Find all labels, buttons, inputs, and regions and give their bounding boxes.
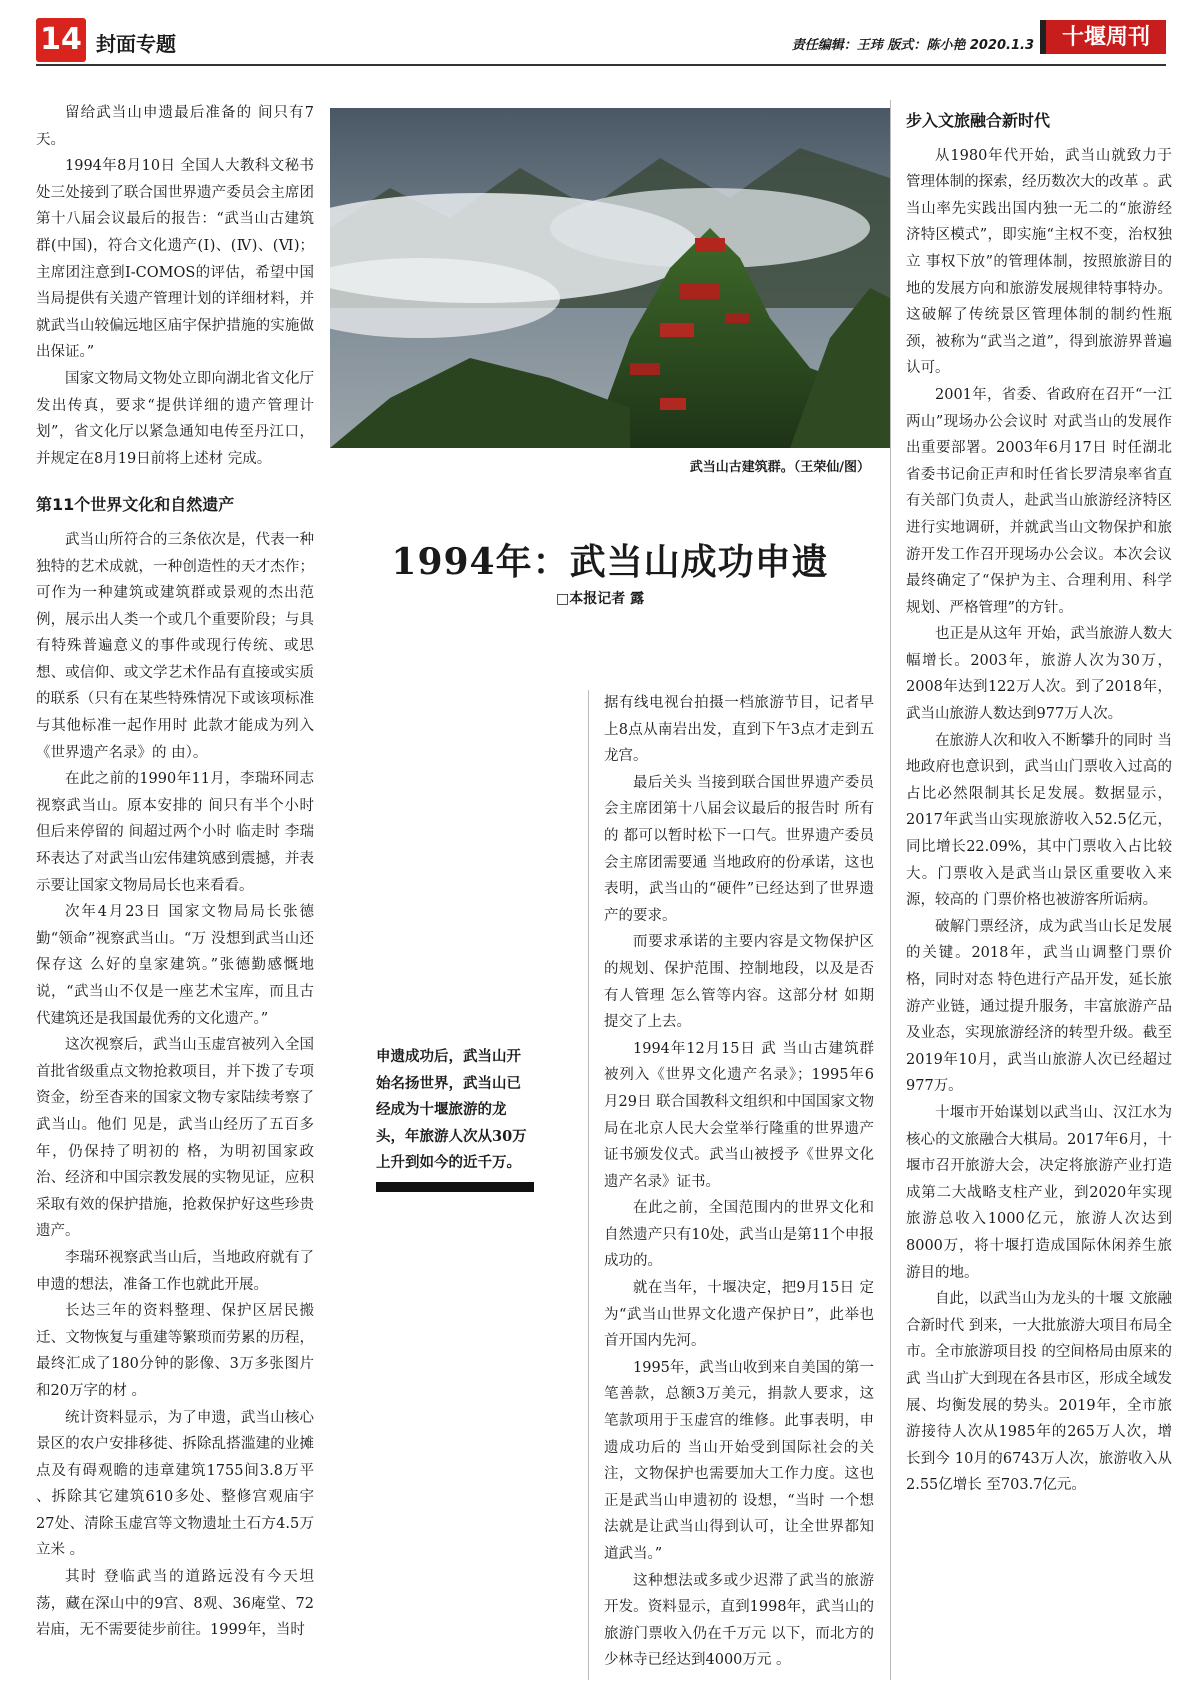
paragraph: 1994年8月10日 全国人大教科文秘书处三处接到了联合国世界遗产委员会主席团第十八届会议最后的报告：“武当山古建筑群(中国)，符合文化遗产(Ⅰ)、(Ⅳ)、(Ⅵ)；主席团注意到I-COMOS的评估，希望中国当局提供有关遗产管理计划的详细材料，并就武当山较偏远地区庙宇保护措施的实施做出保证。” <box>36 158 314 361</box>
wudang-photo <box>330 108 890 448</box>
paragraph: 据有线电视台拍摄一档旅游节目，记者早上8点从南岩出发，直到下午3点才走到五龙宫。 <box>604 695 874 765</box>
paragraph: 在此之前的1990年11月，李瑞环同志视察武当山。原本安排的 间只有半个小时 但后来停留的 间超过两个小时 临走时 李瑞环表达了对武当山宏伟建筑感到震撼，并表示要让国家文物局局长也来看看。 <box>36 771 314 894</box>
paragraph: 武当山所符合的三条依次是，代表一种独特的艺术成就，一种创造性的天才杰作；可作为一种建筑或建筑群或景观的杰出范例，展示出人类一个或几个重要阶段；与具有特殊普遍意义的事件或现行传统、或思想、或信仰、或文学艺术作品有直接或实质的联系（只有在某些特殊情况下或该项标准与其他标准一起作用时 此款才能成为列入《世界遗产名录》的 由）。 <box>36 531 314 761</box>
paragraph: 也正是从这年 开始，武当旅游人数大幅增长。2003年，旅游人次为30万，2008年达到122万人次。到了2018年，武当山旅游人数达到977万人次。 <box>906 626 1172 723</box>
paragraph: 李瑞环视察武当山后，当地政府就有了申遗的想法，准备工作也就此开展。 <box>36 1249 314 1293</box>
paragraph: 在此之前，全国范围内的世界文化和自然遗产只有10处，武当山是第11个申报成功的。 <box>604 1200 874 1270</box>
pull-quote: 申遗成功后，武当山开始名扬世界，武当山已经成为十堰旅游的龙头，年旅游人次从30万上升到如今的近千万。 <box>376 1048 527 1172</box>
paragraph: 从1980年代开始，武当山就致力于管理体制的探索，经历数次大的改革 。武当山率先实践出国内独一无二的“旅游经济特区模式”，即实施“主权不变，治权独立 事权下放”的管理体制，按照旅游目的地的发展方向和旅游发展规律特事特办。这破解了传统景区管理体制的制约性瓶颈，被称为“武当之道”，得到旅游界普遍认可。 <box>906 147 1172 377</box>
column-divider <box>588 690 589 1680</box>
article-headline: 1994年：武当山成功申遗 <box>391 541 829 583</box>
paragraph: 自此，以武当山为龙头的十堰 文旅融合新时代 到来，一大批旅游大项目布局全市。全市旅游项目投 的空间格局由原来的武 当山扩大到现在各县市区，形成全域发展、均衡发展的势头。2019年，全市旅游接待人次从1985年的265万人次，增长到今 10月的6743万人次，旅游收入从2.55亿增长 至703.7亿元。 <box>906 1291 1172 1494</box>
editor-credits: 责任编辑：王玮 版式：陈小艳 2020.1.3 <box>791 38 1034 53</box>
subheading: 步入文旅融合新时代 <box>906 111 1051 130</box>
paragraph: 其时 登临武当的道路远没有今天坦荡，藏在深山中的9宫、8观、36庵堂、72岩庙，无不需要徒步前往。1999年，当时 <box>36 1569 314 1639</box>
page-number: 14 <box>36 18 86 62</box>
mountain-illustration <box>330 108 890 448</box>
paragraph: 1995年，武当山收到来自美国的第一笔善款，总额3万美元，捐款人要求，这笔款项用于玉虚宫的维修。此事表明，申遗成功后的 当山开始受到国际社会的关注，文物保护也需要加大工作力度。这也正是武当山申遗初的 设想，“当时 一个想法就是让武当山得到认可，让全世界都知道武当。” <box>604 1359 874 1562</box>
article-column-1 <box>36 100 314 1644</box>
photo-caption: 武当山古建筑群。（王荣仙/图） <box>689 460 870 475</box>
paragraph: 在旅游人次和收入不断攀升的同时 当地政府也意识到，武当山门票收入过高的占比必然限制其长足发展。数据显示，2017年武当山实现旅游收入52.5亿元，同比增长22.09%，其中门票收入占比较大。门票收入是武当山景区重要收入来源，较高的 门票价格也被游客所诟病。 <box>906 732 1172 909</box>
paragraph: 1994年12月15日 武 当山古建筑群被列入《世界文化遗产名录》；1995年6月29日 联合国教科文组织和中国国家文物局在北京人民大会堂举行隆重的世界遗产证书颁发仪式。武当山被授予《世界文化遗产名录》证书。 <box>604 1040 874 1190</box>
section-title: 封面专题 <box>96 32 176 56</box>
paragraph: 统计资料显示，为了申遗，武当山核心景区的农户安排移徙、拆除乱搭滥建的业摊点及有碍观瞻的违章建筑1755间3.8万平 、拆除其它建筑610多处、整修宫观庙宇27处、清除玉虚宫等文物遗址土石方4.5万立米 。 <box>36 1409 314 1559</box>
paragraph: 破解门票经济，成为武当山长足发展的关键。2018年，武当山调整门票价格，同时对态 特色进行产品开发，延长旅游产业链，通过提升服务，丰富旅游产品及业态，实现旅游经济的转型升级。截至2019年10月，武当山旅游人次已经超过977万。 <box>906 918 1172 1095</box>
paragraph: 2001年，省委、省政府在召开“一江两山”现场办公会议时 对武当山的发展作出重要部署。2003年6月17日 时任湖北省委书记俞正声和时任省长罗清泉率省直有关部门负责人，赴武当山旅游经济特区进行实地调研，并就武当山文物保护和旅游开发工作召开现场办公会议。本次会议最终确定了“保护为主、合理利用、科学规划、严格管理”的方针。 <box>906 386 1172 616</box>
paragraph: 十堰市开始谋划以武当山、汉江水为核心的文旅融合大棋局。2017年6月，十堰市召开旅游大会，决定将旅游产业打造成第二大战略支柱产业，到2020年实现旅游总收入1000亿元，旅游人次达到8000万，将十堰打造成国际休闲养生旅游目的地。 <box>906 1104 1172 1281</box>
paragraph: 这次视察后，武当山玉虚宫被列入全国首批省级重点文物抢救项目，并下拨了专项资金，纷至杳来的国家文物专家陆续考察了武当山。他们 见是，武当山经历了五百多年，仍保持了明初的 格，为明初国家政治、经济和中国宗教发展的实物见证，应积 采取有效的保护措施，抢救保护好这些珍贵遗产。 <box>36 1037 314 1240</box>
paragraph: 这种想法或多或少迟滞了武当的旅游开发。资料显示，直到1998年，武当山的旅游门票收入仍在千万元 以下，而北方的少林寺已经达到4000万元 。 <box>604 1572 874 1669</box>
paragraph: 而要求承诺的主要内容是文物保护区的规划、保护范围、控制地段，以及是否有人管理 怎么管等内容。这部分材 如期提交了上去。 <box>604 934 874 1031</box>
masthead-logo: 十堰周刊 <box>1040 20 1166 54</box>
article-column-3 <box>604 690 874 1674</box>
page-header <box>36 18 1166 60</box>
paragraph: 就在当年，十堰决定，把9月15日 定为“武当山世界文化遗产保护日”，此举也首开国内先河。 <box>604 1280 874 1350</box>
paragraph: 国家文物局文物处立即向湖北省文化厅发出传真，要求“提供详细的遗产管理计划”，省文化厅以紧急通知电传至丹江口，并规定在8月19日前将上述材 完成。 <box>36 370 314 467</box>
column-divider <box>890 100 891 1680</box>
byline: □本报记者 露 <box>556 591 645 607</box>
article-column-4 <box>906 108 1172 1499</box>
paragraph: 留给武当山申遗最后准备的 间只有7天。 <box>36 105 314 148</box>
pull-quote-bar <box>376 1182 534 1192</box>
paragraph: 最后关头 当接到联合国世界遗产委员会主席团第十八届会议最后的报告时 所有的 都可以暂时松下一口气。世界遗产委员会主席团需要通 当地政府的份承诺，这也表明，武当山的“硬件”已经达到了世界遗产的要求。 <box>604 774 874 924</box>
paragraph: 次年4月23日 国家文物局局长张德勤“领命”视察武当山。“万 没想到武当山还保存这 么好的皇家建筑。”张德勤感慨地说，“武当山不仅是一座艺术宝库，而且古代建筑还是我国最优秀的文化遗产。” <box>36 904 314 1027</box>
paragraph: 长达三年的资料整理、保护区居民搬迁、文物恢复与重建等繁琐而劳累的历程，最终汇成了180分钟的影像、3万多张图片和20万字的材 。 <box>36 1303 314 1399</box>
header-rule <box>36 64 1166 66</box>
subheading: 第11个世界文化和自然遗产 <box>36 495 235 515</box>
